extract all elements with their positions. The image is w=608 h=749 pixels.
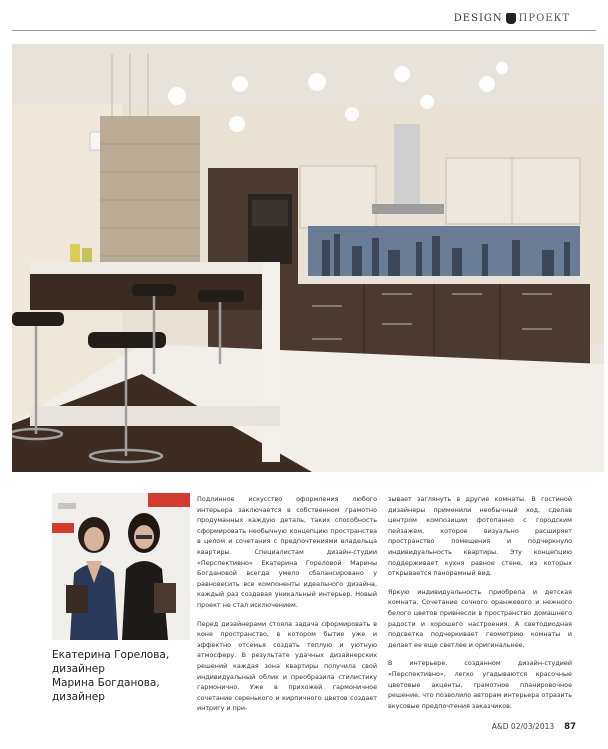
- caption-role-1: дизайнер: [52, 663, 105, 675]
- header-rule: [12, 30, 596, 31]
- designers-portrait-photo: [52, 493, 190, 640]
- magazine-logo: [454, 13, 570, 24]
- caption-name-1: Екатерина Горелова,: [52, 649, 170, 661]
- paragraph: Перед дизайнерами стояла задача сформировать в коне пространство, в котором бытие уже и эффектно отсемья создать теплую и уютную атмосферу. В результате удачных дизайнерских решений каждая зона квартиры получила свой индивидуальный облик и преобразила стилистику гармонично. Уже в прихожей гармоничное сочетание серенького и кирпичного цветов создает интригу и при-: [197, 619, 377, 713]
- portrait-caption: [52, 648, 192, 704]
- paragraph: зывает заглянуть в другие комнаты. В гостиной дизайнеры применили необычный ход, сделав центром композиции фотопанно с городским пейзажем, которое визуально расширяет пространство помещения и подчеркнуло индивидуальность квартиры. Эту концепцию поддерживает кухня равное стене, из которых открывается панорамный вид.: [388, 495, 572, 578]
- paragraph: Яркую индивидуальность приобрела и детская комната. Сочетание сочного оранжевого и нежного белого цветов привнесли в пространство домашнего радости и хорошего настроения. А светодиодная подсветка подчеркивает геометрию комнаты и делает ее еще светлее и оригинальнее.: [388, 587, 572, 649]
- caption-name-2: Марина Богданова,: [52, 677, 160, 689]
- logo-mark-icon: [506, 13, 516, 24]
- kitchen-interior-photo: [12, 44, 604, 472]
- article-column-2: [388, 494, 572, 719]
- logo-project-text: ПРОЕКТ: [518, 13, 570, 24]
- paragraph: В интерьере, созданном дизайн-студией «Перспективно», легко угадываются красочные цветовые акценты, грамотное планировочное решение, что позволило авторам интерьера отразить вкусовые предпочтения заказчиков.: [388, 659, 572, 710]
- page-footer: [492, 722, 576, 732]
- caption-role-2: дизайнер: [52, 691, 105, 703]
- page-header: [0, 0, 608, 31]
- issue-label: A&D 02/03/2013: [491, 722, 555, 731]
- logo-design-text: DESIGN: [453, 13, 503, 24]
- article-column-1: [197, 494, 377, 722]
- paragraph: Подлинное искусство оформления любого интерьера заключается в собственном грамотно продуманных каждую деталь, таких способность сформировать необычную концепцию пространства в целом и сочетания с предпочтениями владельца квартиры. Специалистам дизайн-студии «Перспективно» Екатерина Гореловой Марины Богдановой всегда умело сбалансировано у равновесить все компоненты идеального дизайна, каждый раз создавая уникальный интерьер. Новый проект не стал исключением.: [197, 495, 377, 609]
- page-number: 87: [564, 722, 576, 732]
